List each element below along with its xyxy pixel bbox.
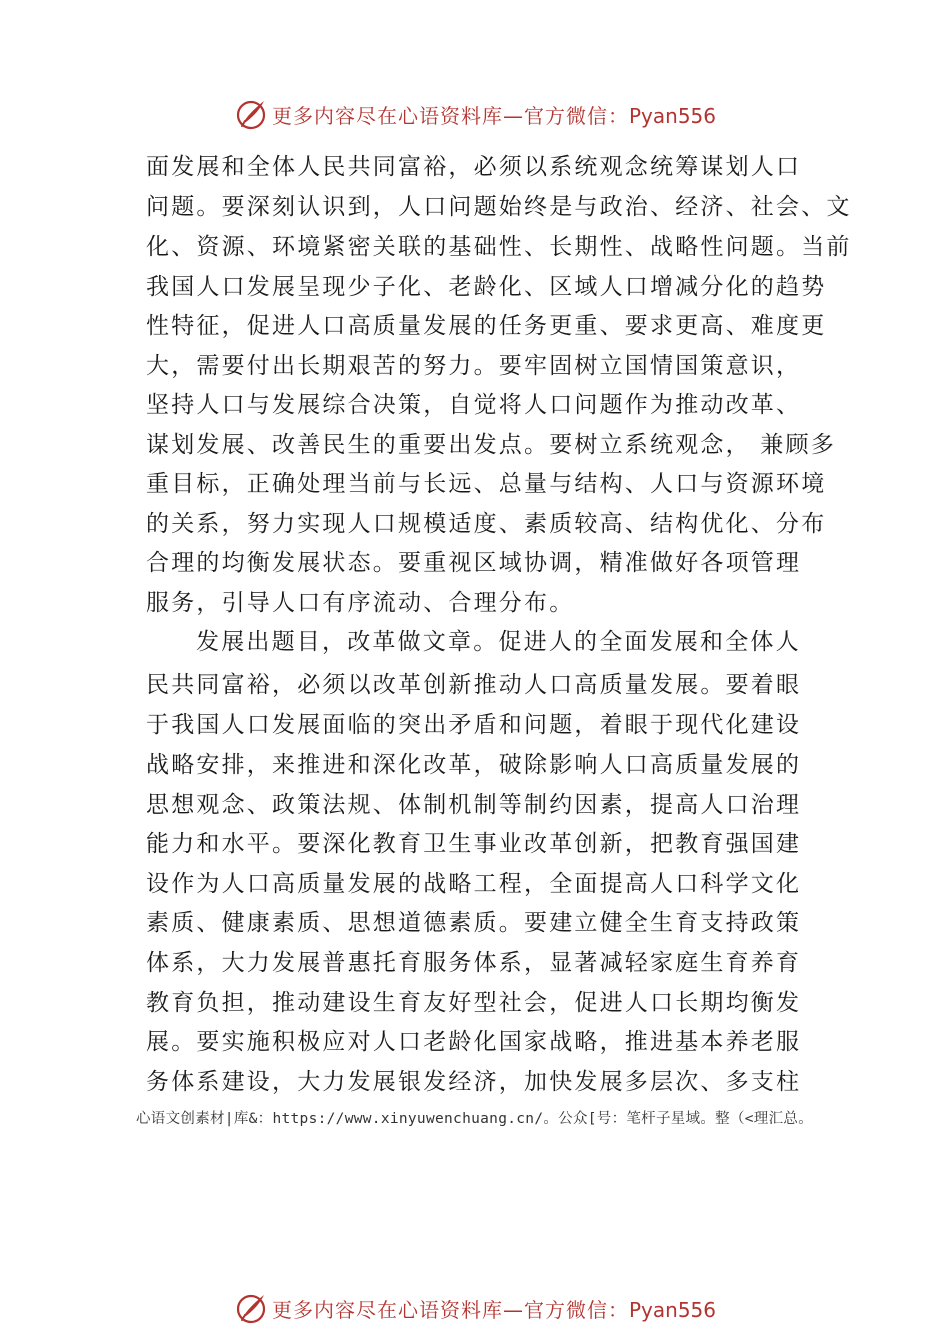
banner-text [272, 1294, 716, 1323]
body-line: 体系，大力发展普惠托育服务体系，显著减轻家庭生育养育 [146, 950, 802, 976]
body-line: 思想观念、政策法规、体制机制等制约因素，提高人口治理 [146, 792, 802, 818]
body-line: 展。要实施积极应对人口老龄化国家战略，推进基本养老服 [146, 1029, 802, 1055]
paragraph-first-line: 发展出题目，改革做文章。促进人的全面发展和全体人 [196, 629, 801, 655]
body-line: 的关系，努力实现人口规模适度、素质较高、结构优化、分布 [146, 511, 827, 537]
banner-wechat-id: Pyan556 [628, 103, 716, 128]
body-line: 设作为人口高质量发展的战略工程，全面提高人口科学文化 [146, 871, 802, 897]
quill-pen-logo-icon [234, 1291, 268, 1325]
body-line: 素质、健康素质、思想道德素质。要建立健全生育支持政策 [146, 910, 802, 936]
footer-banner [0, 1286, 950, 1330]
body-line: 性特征，促进人口高质量发展的任务更重、要求更高、难度更 [146, 313, 827, 339]
body-line: 教育负担，推动建设生育友好型社会，促进人口长期均衡发 [146, 990, 802, 1016]
body-line: 民共同富裕，必须以改革创新推动人口高质量发展。要着眼 [146, 672, 802, 698]
body-line: 大，需要付出长期艰苦的努力。要牢固树立国情国策意识， [146, 353, 802, 379]
banner-slogan: 更多内容尽在心语资料库—官方微信： [271, 103, 629, 128]
body-line: 化、资源、环境紧密关联的基础性、长期性、战略性问题。当前 [146, 234, 852, 260]
body-line: 能力和水平。要深化教育卫生事业改革创新，把教育强国建 [146, 831, 802, 857]
body-line: 合理的均衡发展状态。要重视区域协调，精准做好各项管理 [146, 550, 802, 576]
body-line: 面发展和全体人民共同富裕，必须以系统观念统筹谋划人口 [146, 154, 802, 180]
body-line: 务体系建设，大力发展银发经济，加快发展多层次、多支柱 [146, 1069, 802, 1095]
body-line: 战略安排，来推进和深化改革，破除影响人口高质量发展的 [146, 752, 802, 778]
body-line: 于我国人口发展面临的突出矛盾和问题，着眼于现代化建设 [146, 712, 802, 738]
banner-text [272, 100, 716, 129]
header-banner [0, 92, 950, 136]
banner-slogan: 更多内容尽在心语资料库—官方微信： [271, 1297, 629, 1322]
source-note: 心语文创素材|库&：https://www.xinyuwenchuang.cn/。公众[号：笔杆子星域。整（<理汇总。 [136, 1111, 814, 1127]
body-line: 问题。要深刻认识到，人口问题始终是与政治、经济、社会、文 [146, 194, 852, 220]
body-line: 我国人口发展呈现少子化、老龄化、区域人口增减分化的趋势 [146, 274, 827, 300]
quill-pen-logo-icon [234, 97, 268, 131]
banner-wechat-id: Pyan556 [628, 1297, 716, 1322]
body-line: 服务，引导人口有序流动、合理分布。 [146, 590, 575, 616]
body-line: 坚持人口与发展综合决策，自觉将人口问题作为推动改革、 [146, 392, 802, 418]
body-line: 重目标，正确处理当前与长远、总量与结构、人口与资源环境 [146, 471, 827, 497]
body-line: 谋划发展、改善民生的重要出发点。要树立系统观念， 兼顾多 [146, 432, 836, 458]
